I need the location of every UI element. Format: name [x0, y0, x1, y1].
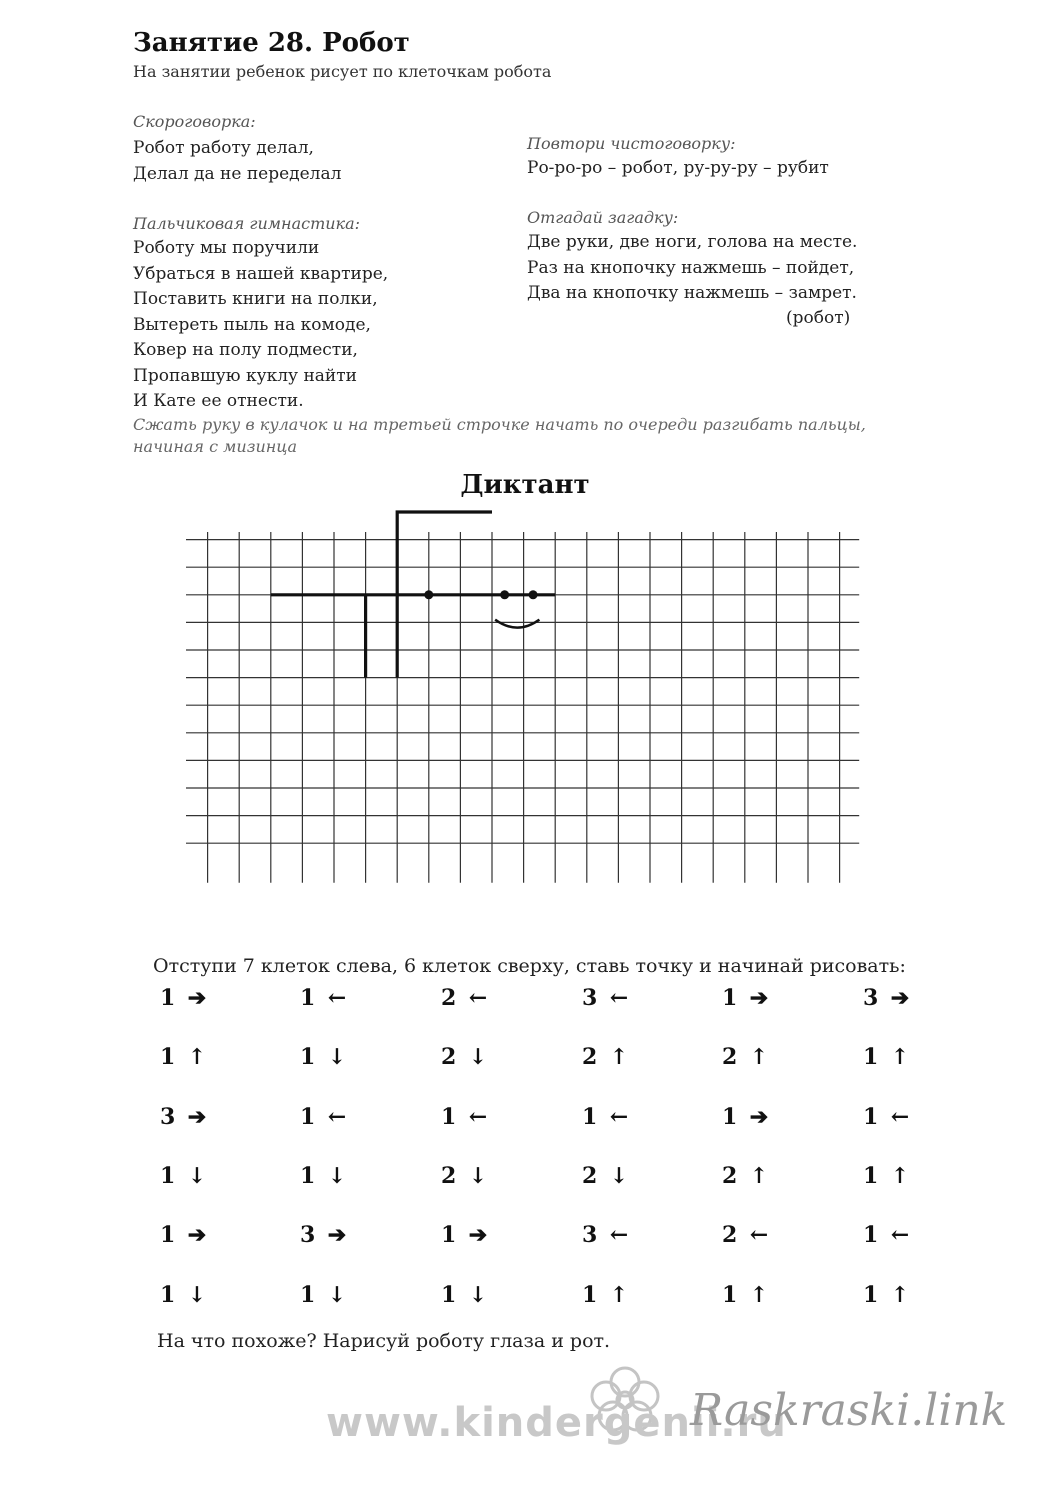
step-count: 1 — [441, 1222, 457, 1248]
arrow-left-icon: ← — [327, 985, 347, 1011]
finger-gym-line: Ковер на полу подмести, — [133, 340, 358, 360]
dictation-step — [160, 1282, 208, 1308]
arrow-right-icon: ➔ — [187, 985, 207, 1011]
dictation-step — [582, 1222, 630, 1248]
arrow-right-icon: ➔ — [749, 1104, 769, 1130]
arrow-up-icon: ↑ — [890, 1044, 910, 1070]
dictation-step — [863, 1104, 911, 1130]
arrow-right-icon: ➔ — [890, 985, 910, 1011]
finger-gym-line: Пропавшую куклу найти — [133, 365, 357, 386]
robot-eye — [529, 590, 538, 599]
step-count: 1 — [863, 1163, 879, 1189]
dictation-step — [441, 1282, 489, 1308]
arrow-up-icon: ↑ — [890, 1282, 910, 1308]
finger-gym-line: Убраться в нашей квартире, — [133, 263, 389, 284]
step-count: 1 — [582, 1282, 598, 1308]
dictation-step — [582, 985, 630, 1011]
step-count: 2 — [582, 1163, 598, 1189]
step-count: 2 — [441, 985, 457, 1011]
site-watermark: www.kindergenii.ru — [326, 1400, 787, 1446]
dictation-step — [582, 1104, 630, 1130]
arrow-left-icon: ← — [609, 985, 629, 1011]
dictation-step — [441, 985, 489, 1011]
arrow-down-icon: ↓ — [327, 1282, 347, 1308]
dictation-step — [722, 1163, 770, 1189]
brand-watermark: Raskraski.link — [690, 1385, 1008, 1436]
dictation-step — [160, 985, 208, 1011]
finger-gym-line: И Кате ее отнести. — [133, 391, 304, 411]
step-count: 2 — [722, 1044, 738, 1070]
step-count: 1 — [300, 1104, 316, 1130]
arrow-left-icon: ← — [890, 1104, 910, 1130]
dictation-step — [863, 1163, 911, 1189]
step-count: 3 — [300, 1222, 316, 1248]
step-count: 3 — [582, 985, 598, 1011]
dictation-step — [863, 1222, 911, 1248]
arrow-left-icon: ← — [609, 1222, 629, 1248]
arrow-up-icon: ↑ — [890, 1163, 910, 1189]
riddle-line: Раз на кнопочку нажмешь – пойдет, — [527, 257, 855, 278]
step-count: 2 — [722, 1163, 738, 1189]
dictation-step — [722, 1044, 770, 1070]
step-count: 1 — [160, 1282, 176, 1308]
gym-instruction-note: Сжать руку в кулачок и на третьей строчке начать по очереди разгибать пальцы, начиная с мизинца — [133, 415, 866, 456]
step-count: 2 — [441, 1044, 457, 1070]
dictation-step — [160, 1104, 208, 1130]
step-count: 1 — [300, 1163, 316, 1189]
arrow-right-icon: ➔ — [187, 1104, 207, 1130]
arrow-right-icon: ➔ — [468, 1222, 488, 1248]
dictation-step — [160, 1044, 208, 1070]
step-count: 1 — [441, 1282, 457, 1308]
step-count: 1 — [722, 1104, 738, 1130]
robot-mouth — [495, 620, 539, 628]
arrow-down-icon: ↓ — [609, 1163, 629, 1189]
step-count: 2 — [441, 1163, 457, 1189]
dictation-step — [722, 1104, 770, 1130]
step-count: 1 — [160, 1163, 176, 1189]
step-count: 1 — [863, 1222, 879, 1248]
dictation-step — [863, 985, 911, 1011]
arrow-down-icon: ↓ — [187, 1282, 207, 1308]
clean-talk-line: Ро-ро-ро – робот, ру-ру-ру – рубит — [527, 158, 829, 178]
dictation-step — [441, 1163, 489, 1189]
step-count: 3 — [863, 985, 879, 1011]
start-dot — [424, 590, 433, 599]
step-count: 1 — [160, 1222, 176, 1248]
dictation-step — [300, 1104, 348, 1130]
arrow-up-icon: ↑ — [609, 1282, 629, 1308]
step-count: 1 — [300, 1282, 316, 1308]
page-subtitle: На занятии ребенок рисует по клеточкам робота — [133, 62, 552, 81]
dictation-title: Диктант — [460, 470, 590, 500]
arrow-left-icon: ← — [468, 1104, 488, 1130]
arrow-left-icon: ← — [890, 1222, 910, 1248]
step-count: 1 — [863, 1044, 879, 1070]
dictation-step — [863, 1282, 911, 1308]
step-count: 1 — [722, 985, 738, 1011]
arrow-left-icon: ← — [327, 1104, 347, 1130]
arrow-down-icon: ↓ — [468, 1044, 488, 1070]
step-count: 1 — [863, 1104, 879, 1130]
clean-talk-heading: Повтори чистоговорку: — [527, 134, 736, 153]
arrow-up-icon: ↑ — [749, 1044, 769, 1070]
step-count: 1 — [863, 1282, 879, 1308]
step-count: 1 — [722, 1282, 738, 1308]
arrow-down-icon: ↓ — [327, 1163, 347, 1189]
dictation-step — [582, 1044, 630, 1070]
dictation-step — [300, 1222, 348, 1248]
riddle-heading: Отгадай загадку: — [527, 208, 679, 227]
dictation-instruction: Отступи 7 клеток слева, 6 клеток сверху, ставь точку и начинай рисовать: — [153, 955, 906, 977]
step-count: 3 — [582, 1222, 598, 1248]
riddle-line: Два на кнопочку нажмешь – замрет. — [527, 283, 857, 303]
riddle-line: Две руки, две ноги, голова на месте. — [527, 232, 858, 252]
arrow-up-icon: ↑ — [749, 1282, 769, 1308]
dictation-step — [300, 1044, 348, 1070]
finger-gym-line: Поставить книги на полки, — [133, 289, 378, 309]
step-count: 2 — [582, 1044, 598, 1070]
dictation-step — [722, 1282, 770, 1308]
finger-gym-line: Вытереть пыль на комоде, — [133, 314, 371, 335]
tongue-twister-line: Робот работу делал, — [133, 138, 314, 158]
step-count: 1 — [582, 1104, 598, 1130]
dictation-step — [582, 1282, 630, 1308]
arrow-down-icon: ↓ — [187, 1163, 207, 1189]
dictation-step — [300, 985, 348, 1011]
dictation-step — [582, 1163, 630, 1189]
arrow-up-icon: ↑ — [609, 1044, 629, 1070]
dictation-step — [441, 1044, 489, 1070]
tongue-twister-line: Делал да не переделал — [133, 163, 342, 184]
dictation-step — [160, 1163, 208, 1189]
step-count: 1 — [300, 1044, 316, 1070]
step-count: 1 — [160, 985, 176, 1011]
step-count: 2 — [722, 1222, 738, 1248]
dictation-step — [300, 1163, 348, 1189]
dictation-step — [722, 985, 770, 1011]
arrow-down-icon: ↓ — [468, 1163, 488, 1189]
robot-eye — [500, 590, 509, 599]
step-count: 1 — [300, 985, 316, 1011]
step-count: 1 — [160, 1044, 176, 1070]
arrow-right-icon: ➔ — [327, 1222, 347, 1248]
dictation-step — [300, 1282, 348, 1308]
arrow-down-icon: ↓ — [468, 1282, 488, 1308]
arrow-right-icon: ➔ — [749, 985, 769, 1011]
dictation-step — [160, 1222, 208, 1248]
dictation-step — [441, 1104, 489, 1130]
dictation-step — [722, 1222, 770, 1248]
arrow-left-icon: ← — [468, 985, 488, 1011]
step-count: 1 — [441, 1104, 457, 1130]
robot-outline — [271, 512, 555, 678]
arrow-down-icon: ↓ — [327, 1044, 347, 1070]
riddle-answer: (робот) — [786, 308, 851, 328]
arrow-left-icon: ← — [609, 1104, 629, 1130]
dictation-step — [441, 1222, 489, 1248]
tongue-twister-heading: Скороговорка: — [133, 112, 256, 131]
finger-gym-heading: Пальчиковая гимнастика: — [133, 214, 361, 233]
arrow-up-icon: ↑ — [749, 1163, 769, 1189]
dictation-question: На что похоже? Нарисуй роботу глаза и рот. — [157, 1330, 611, 1352]
page-title: Занятие 28. Робот — [133, 28, 410, 58]
step-count: 3 — [160, 1104, 176, 1130]
arrow-left-icon: ← — [749, 1222, 769, 1248]
dictation-step — [863, 1044, 911, 1070]
arrow-right-icon: ➔ — [187, 1222, 207, 1248]
arrow-up-icon: ↑ — [187, 1044, 207, 1070]
finger-gym-line: Роботу мы поручили — [133, 238, 320, 258]
